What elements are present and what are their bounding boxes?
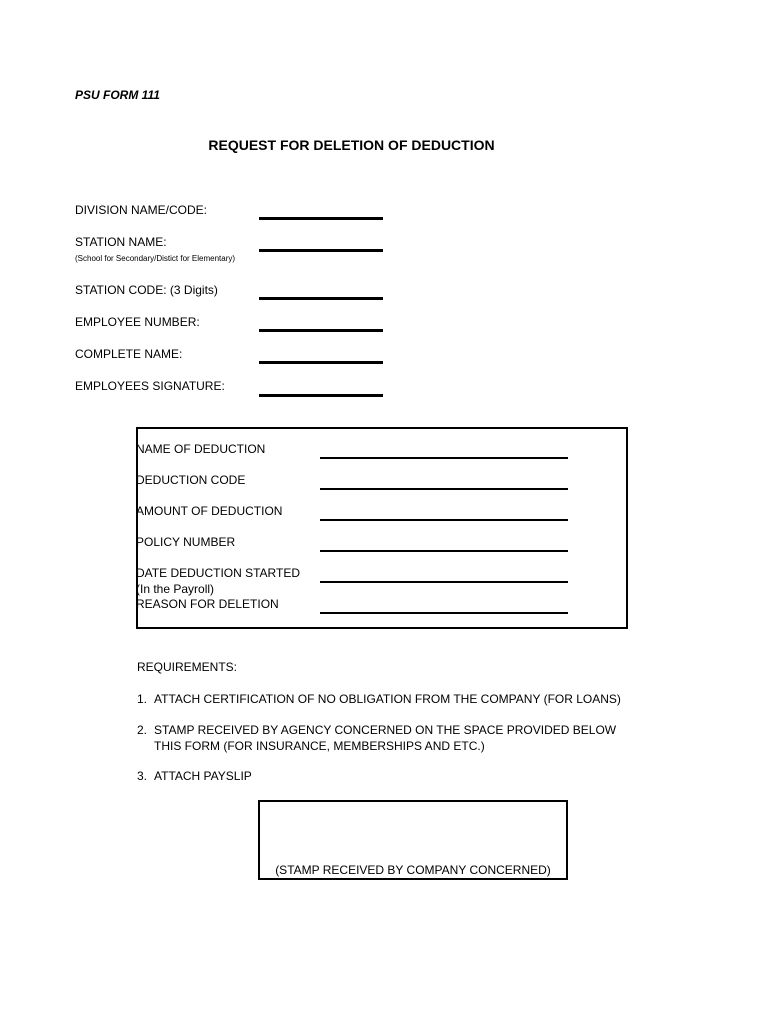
station-name-label: STATION NAME: [75,235,167,249]
deduction-name-field[interactable] [320,457,568,459]
deduction-code-field[interactable] [320,488,568,490]
station-name-note: (School for Secondary/Distict for Elementary) [75,254,236,263]
requirement-number: 1. [137,692,148,706]
station-code-field[interactable] [259,297,383,300]
form-title: REQUEST FOR DELETION OF DEDUCTION [208,137,495,153]
stamp-box-caption: (STAMP RECEIVED BY COMPANY CONCERNED) [275,863,551,877]
requirement-number: 2. [137,723,148,737]
date-started-field[interactable] [320,581,568,583]
complete-name-label: COMPLETE NAME: [75,347,183,361]
requirements-heading: REQUIREMENTS: [137,660,238,674]
employee-signature-field[interactable] [259,394,383,397]
requirement-text: ATTACH PAYSLIP [154,769,252,783]
division-name-field[interactable] [259,217,383,220]
stamp-box [258,800,568,880]
station-code-label: STATION CODE: (3 Digits) [75,283,218,297]
station-name-field[interactable] [259,249,383,252]
date-started-note: (In the Payroll) [136,582,215,596]
date-started-label: DATE DEDUCTION STARTED [136,566,301,580]
employee-number-field[interactable] [259,329,383,332]
requirement-text: STAMP RECEIVED BY AGENCY CONCERNED ON THE SPACE PROVIDED BELOW [154,723,617,737]
policy-number-label: POLICY NUMBER [136,535,236,549]
requirement-number: 3. [137,769,148,783]
deduction-amount-field[interactable] [320,519,568,521]
employee-signature-label: EMPLOYEES SIGNATURE: [75,379,225,393]
policy-number-field[interactable] [320,550,568,552]
deduction-name-label: NAME OF DEDUCTION [136,442,266,456]
deduction-amount-label: AMOUNT OF DEDUCTION [136,504,283,518]
deletion-reason-field[interactable] [320,612,568,614]
deduction-code-label: DEDUCTION CODE [136,473,246,487]
division-name-label: DIVISION NAME/CODE: [75,203,208,217]
employee-number-label: EMPLOYEE NUMBER: [75,315,200,329]
requirement-text: ATTACH CERTIFICATION OF NO OBLIGATION FROM THE COMPANY (FOR LOANS) [154,692,621,706]
deletion-reason-label: REASON FOR DELETION [136,597,279,611]
complete-name-field[interactable] [259,361,383,364]
requirement-text-continued: THIS FORM (FOR INSURANCE, MEMBERSHIPS AND ETC.) [154,739,485,753]
form-id: PSU FORM 111 [75,88,160,102]
